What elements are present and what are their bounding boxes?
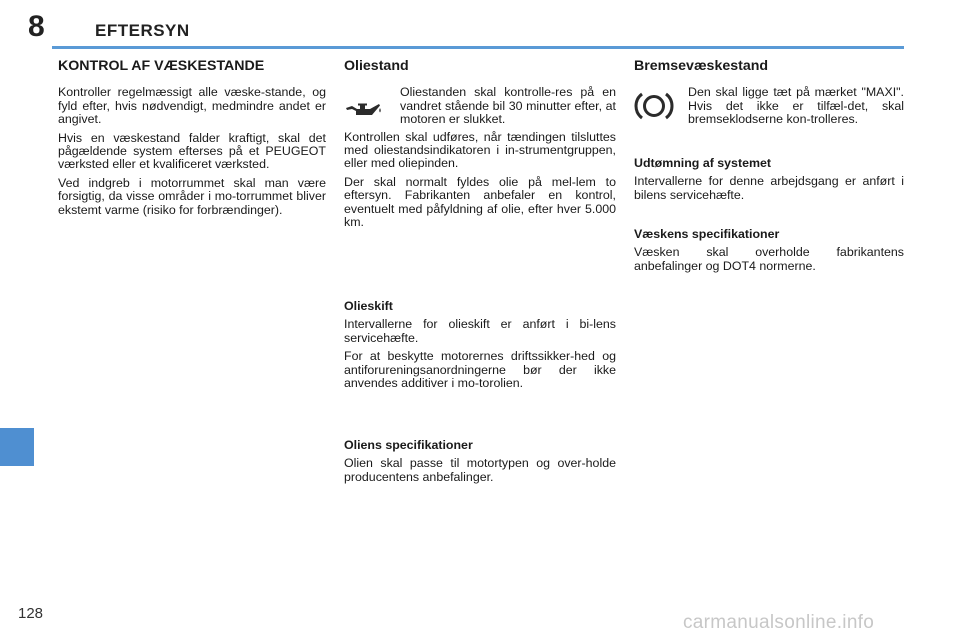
oil-spec-subsection <box>344 439 616 489</box>
brake-intro <box>634 86 904 126</box>
paragraph: Intervallerne for olieskift er anført i bi-lens servicehæfte. <box>344 317 616 345</box>
subsection-title: Olieskift <box>344 299 393 313</box>
subsection-title: Udtømning af systemet <box>634 156 772 170</box>
brake-warning-icon <box>634 86 688 126</box>
fluid-spec-subsection <box>634 228 904 278</box>
oil-intro-text: Oliestanden skal kontrolle-res på en vandret stående bil 30 minutter efter, at motoren er slukket. <box>400 85 616 127</box>
paragraph: Væsken skal overholde fabrikantens anbefalinger og DOT4 normerne. <box>634 245 904 273</box>
paragraph: Kontroller regelmæssigt alle væske-stande, og fyld efter, hvis nødvendigt, medmindre andet er angivet. <box>58 85 326 127</box>
drain-subsection <box>634 157 904 207</box>
paragraph: Hvis en væskestand falder kraftigt, skal det pågældende system efterses på et PEUGEOT værksted eller et kvalificeret værksted. <box>58 130 326 172</box>
subsection-title: Oliens specifikationer <box>344 438 473 452</box>
paragraph: Der skal normalt fyldes olie på mel-lem to eftersyn. Fabrikanten anbefaler en kontrol, eventuelt med påfyldning af olie, efter hver 5.000 km. <box>344 174 616 230</box>
oil-can-icon <box>344 86 400 126</box>
brake-fluid-section <box>634 60 904 320</box>
chapter-number: 8 <box>28 10 45 43</box>
section-title: KONTROL AF VÆSKESTANDE <box>58 58 265 74</box>
oil-level-section <box>344 60 616 500</box>
subsection-title: Væskens specifikationer <box>634 227 780 241</box>
brake-intro-text: Den skal ligge tæt på mærket "MAXI". Hvis det ikke er tilfæl-det, skal bremseklodserne kon-trolleres. <box>688 85 904 127</box>
oil-intro <box>344 86 616 126</box>
paragraph: Ved indgreb i motorrummet skal man være forsigtig, da visse områder i mo-torrummet bliver ekstemt varme (risiko for forbrændinger). <box>58 175 326 217</box>
section-title: Oliestand <box>344 58 409 74</box>
paragraph: Kontrollen skal udføres, når tændingen tilsluttes med oliestandsindikatoren i in-strumentgruppen, eller med oliepinden. <box>344 129 616 171</box>
paragraph: Intervallerne for denne arbejdsgang er anført i bilens servicehæfte. <box>634 174 904 202</box>
paragraph: For at beskytte motorernes driftssikker-hed og antiforureningsanordningerne bør der ikke anvendes additiver i mo-torolien. <box>344 349 616 391</box>
page-number: 128 <box>18 605 44 622</box>
header-rule <box>52 46 904 49</box>
chapter-title: EFTERSYN <box>95 21 190 40</box>
paragraph: Olien skal passe til motortypen og over-holde producentens anbefalinger. <box>344 456 616 484</box>
chapter-side-tab <box>0 428 34 466</box>
fluid-levels-section <box>58 60 326 222</box>
section-title: Bremsevæskestand <box>634 58 769 74</box>
oil-change-subsection <box>344 300 616 395</box>
watermark: carmanualsonline.info <box>683 612 875 633</box>
